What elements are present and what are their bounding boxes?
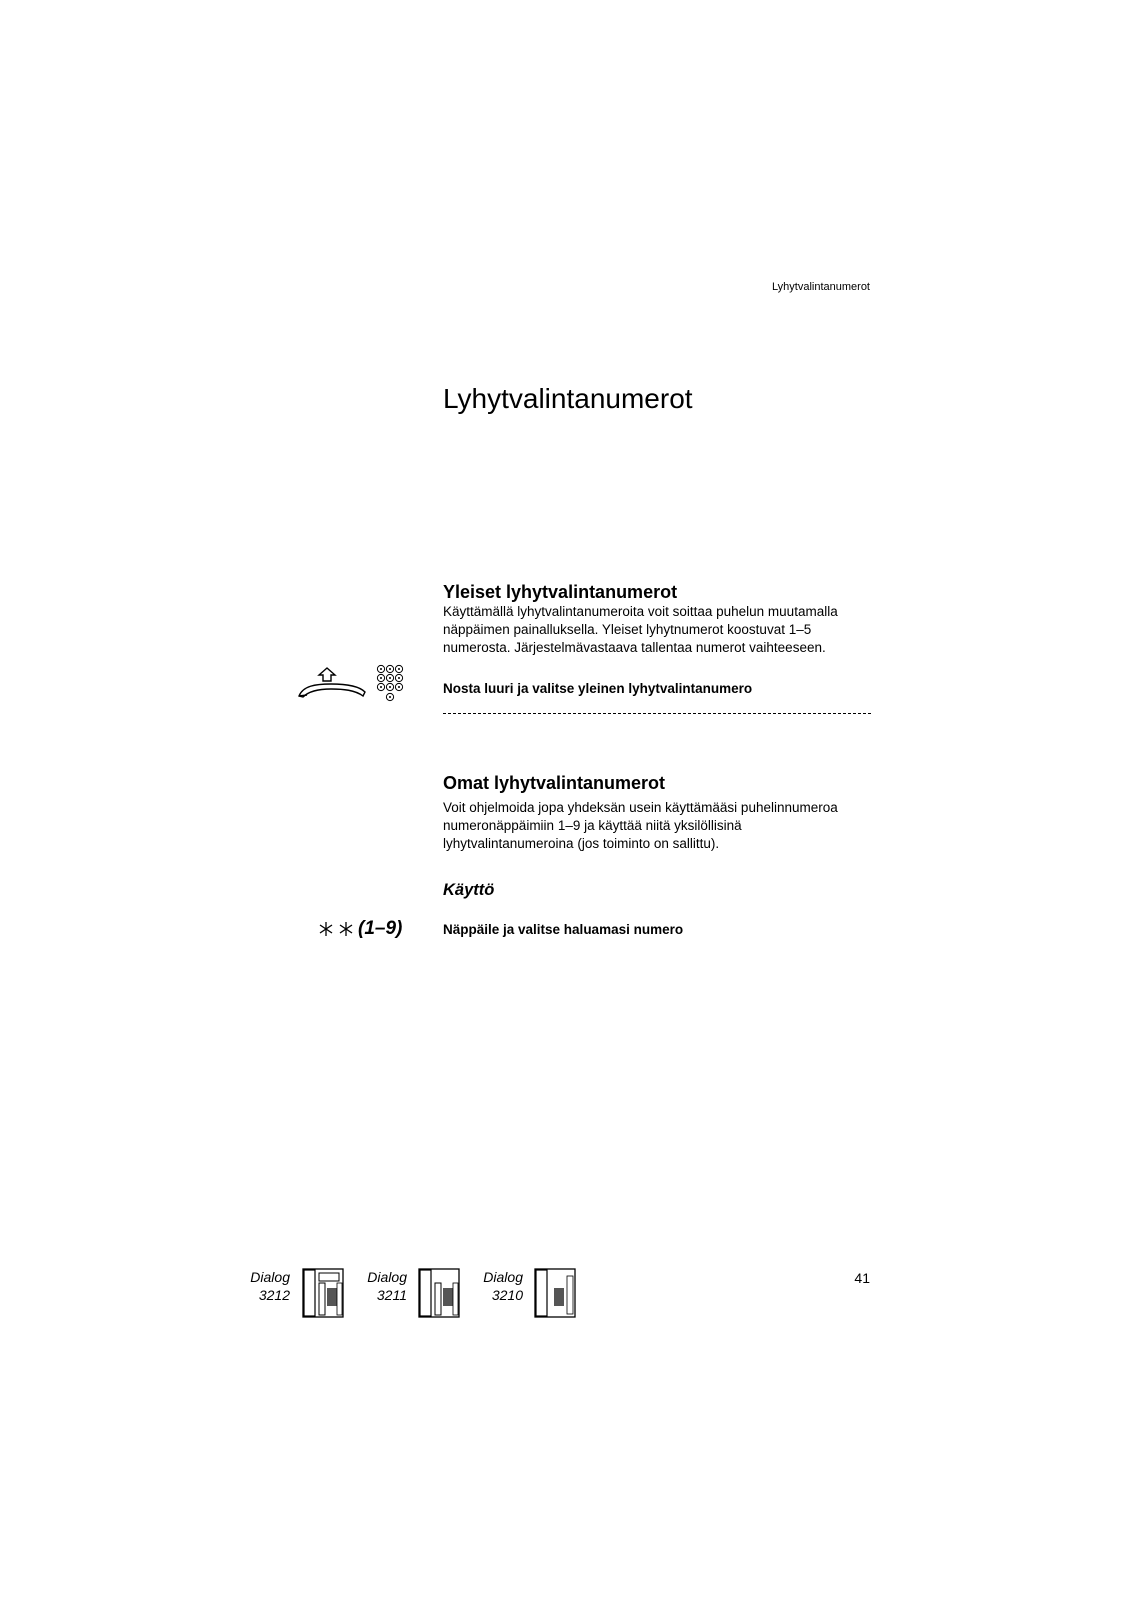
page-title: Lyhytvalintanumerot	[443, 383, 693, 414]
model-name: Dialog	[250, 1269, 290, 1285]
section-heading-general: Yleiset lyhytvalintanumerot	[443, 582, 678, 602]
model-name: Dialog	[367, 1269, 407, 1285]
keypad-icon	[374, 663, 408, 705]
key-sequence	[318, 918, 402, 940]
handset-lift-icon	[297, 664, 369, 700]
footer-model-3210	[463, 1268, 523, 1304]
usage-heading: Käyttö	[443, 881, 495, 899]
key-sequence-label: (1–9)	[358, 918, 403, 939]
section-general-body	[443, 603, 873, 657]
phone-3212-icon	[302, 1268, 344, 1318]
footer-model-3212	[230, 1268, 290, 1304]
model-number: 3210	[491, 1287, 523, 1303]
footer-model-3211	[347, 1268, 407, 1304]
model-name: Dialog	[483, 1269, 523, 1285]
step-instruction-general: Nosta luuri ja valitse yleinen lyhytvalintanumero	[443, 681, 753, 696]
star-key-icon	[318, 921, 334, 937]
body-line: Voit ohjelmoida jopa yhdeksän usein käyttämääsi puhelinnumeroa	[443, 800, 838, 815]
usage-instruction: Näppäile ja valitse haluamasi numero	[443, 922, 684, 937]
model-number: 3212	[258, 1287, 290, 1303]
body-line: numerosta. Järjestelmävastaava tallentaa numerot vaihteeseen.	[443, 640, 826, 655]
phone-3211-icon	[418, 1268, 460, 1318]
section-divider	[443, 713, 871, 714]
body-line: näppäimen painalluksella. Yleiset lyhytnumerot koostuvat 1–5	[443, 622, 812, 637]
section-heading-personal: Omat lyhytvalintanumerot	[443, 773, 666, 793]
body-line: Käyttämällä lyhytvalintanumeroita voit soittaa puhelun muutamalla	[443, 604, 838, 619]
page-number: 41	[854, 1270, 870, 1286]
phone-3210-icon	[534, 1268, 576, 1318]
body-line: lyhytvalintanumeroina (jos toiminto on sallittu).	[443, 836, 720, 851]
star-key-icon	[338, 921, 354, 937]
section-personal-body	[443, 799, 873, 853]
running-header: Lyhytvalintanumerot	[771, 281, 870, 293]
body-line: numeronäppäimiin 1–9 ja käyttää niitä yksilöllisinä	[443, 818, 742, 833]
model-number: 3211	[376, 1287, 407, 1303]
